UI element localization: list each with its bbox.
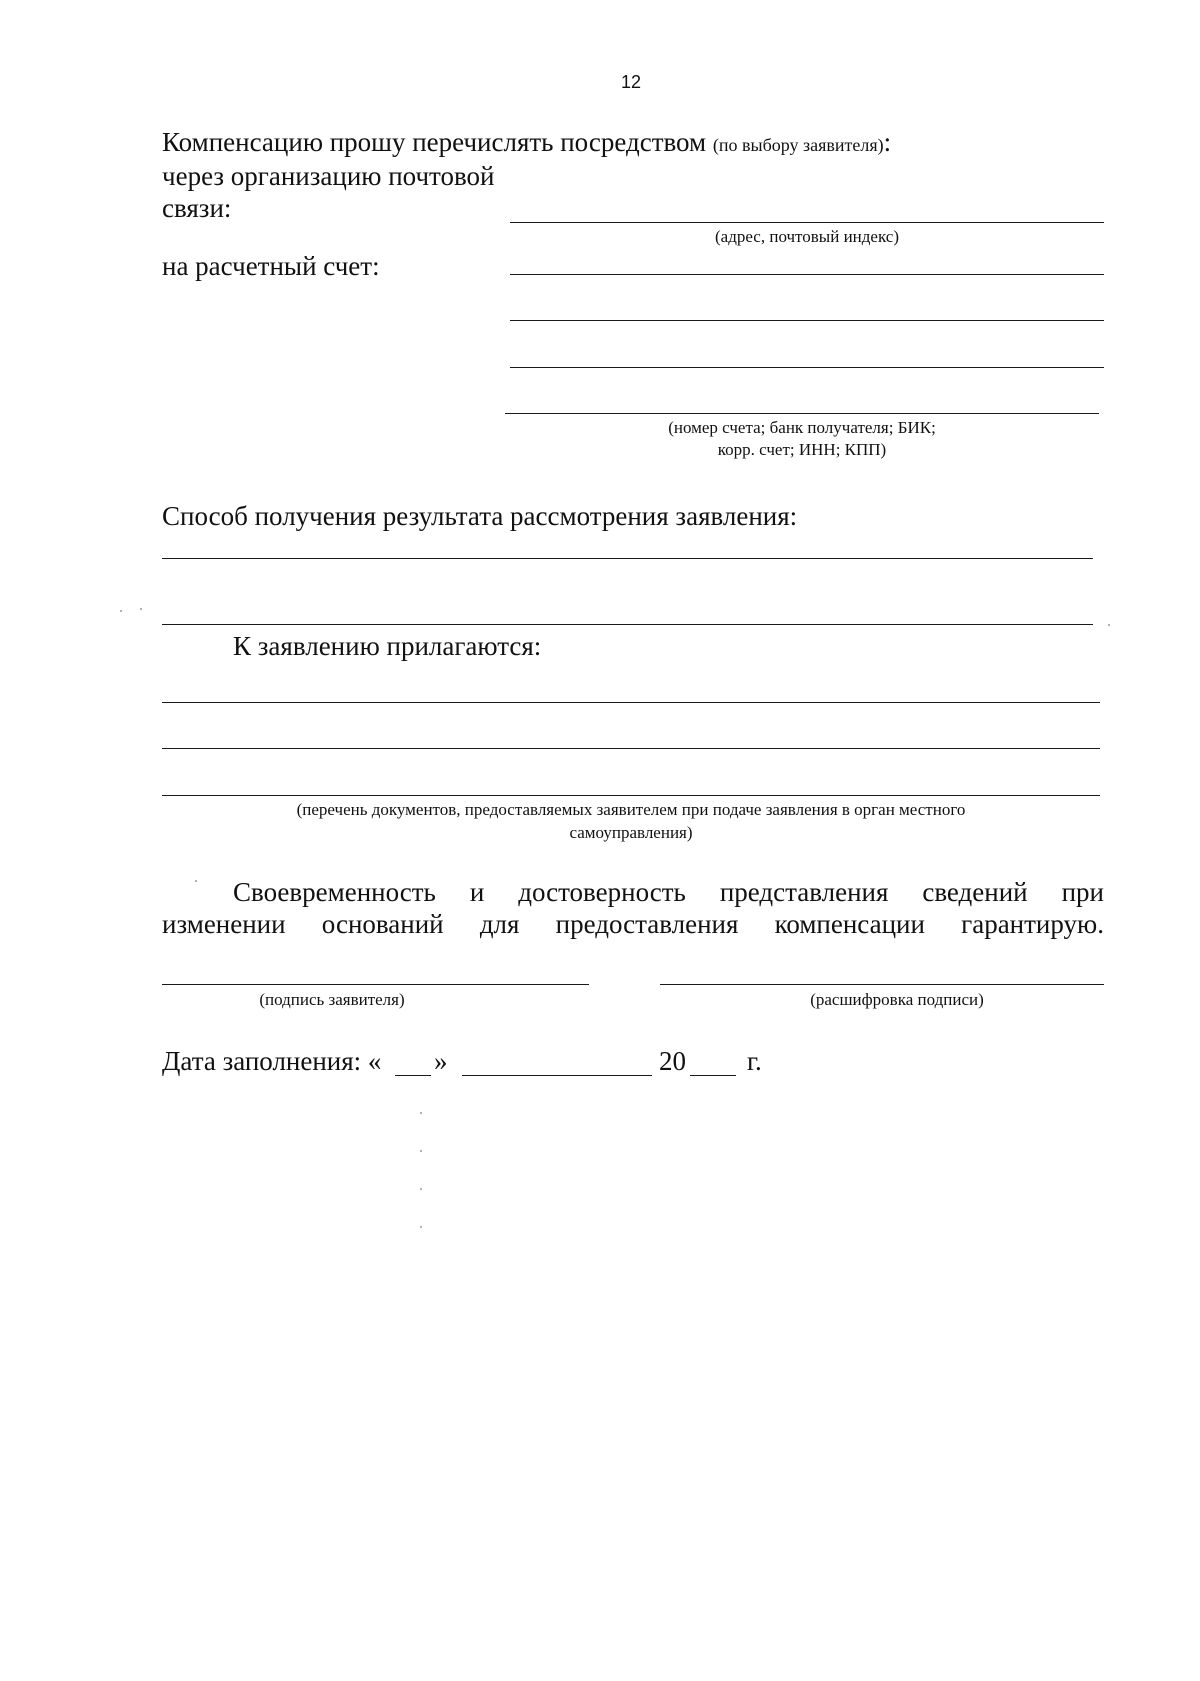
guarantee-word: для — [479, 909, 520, 939]
account-label: на расчетный счет: — [162, 251, 380, 281]
date-year-prefix: 20 — [659, 1046, 686, 1076]
compensation-lead — [162, 126, 891, 161]
guarantee-word: компенсации — [774, 909, 925, 939]
postal-label-line1: через организацию почтовой — [162, 161, 495, 191]
account-caption-line1: (номер счета; банк получателя; БИК; — [668, 418, 936, 437]
signature-caption: (подпись заявителя) — [259, 990, 405, 1009]
account-field-4[interactable] — [505, 413, 1099, 414]
guarantee-word: Своевременность — [233, 877, 436, 907]
attachments-field-2[interactable] — [162, 748, 1100, 749]
guarantee-word: изменении — [162, 909, 286, 939]
scan-speck — [420, 1112, 422, 1114]
scan-speck — [420, 1188, 422, 1190]
scan-speck — [195, 880, 197, 882]
scan-speck — [140, 608, 142, 610]
scan-speck — [420, 1150, 422, 1152]
date-year-field[interactable] — [690, 1075, 736, 1076]
attachments-caption-line2: самоуправления) — [569, 823, 693, 842]
signature-decoding-caption: (расшифровка подписи) — [810, 990, 984, 1009]
attachments-field-3[interactable] — [162, 795, 1100, 796]
guarantee-word: сведений — [922, 877, 1028, 907]
date-day-field[interactable] — [395, 1075, 431, 1076]
date-label: Дата заполнения: « — [162, 1046, 382, 1076]
guarantee-word: и — [469, 877, 485, 907]
result-method-field-1[interactable] — [162, 558, 1093, 559]
compensation-lead-colon: : — [883, 127, 892, 157]
guarantee-word: при — [1061, 877, 1104, 907]
attachments-label: К заявлению прилагаются: — [233, 631, 542, 661]
compensation-lead-note: (по выбору заявителя) — [712, 135, 884, 155]
attachments-caption-line1: (перечень документов, предоставляемых заявителем при подаче заявления в орган местного — [296, 800, 966, 819]
result-method-label: Способ получения результата рассмотрения заявления: — [162, 501, 798, 531]
account-field-1[interactable] — [510, 274, 1104, 275]
scan-speck — [1108, 624, 1110, 626]
page-number: 12 — [620, 72, 642, 92]
guarantee-word: оснований — [321, 909, 444, 939]
account-field-3[interactable] — [510, 367, 1104, 368]
scan-speck — [120, 610, 122, 612]
postal-address-field[interactable] — [510, 222, 1104, 223]
guarantee-line-2 — [162, 908, 1104, 940]
compensation-lead-text: Компенсацию прошу перечислять посредством — [162, 127, 707, 157]
guarantee-line-1 — [162, 876, 1104, 908]
guarantee-word: предоставления — [555, 909, 739, 939]
scan-speck — [420, 1226, 422, 1228]
date-close-quote: » — [434, 1046, 448, 1076]
signature-decoding-field[interactable] — [660, 984, 1104, 985]
postal-address-caption: (адрес, почтовый индекс) — [714, 227, 899, 246]
date-year-suffix: г. — [747, 1046, 762, 1076]
date-row — [162, 1045, 782, 1081]
guarantee-word: достоверность — [518, 877, 686, 907]
date-month-field[interactable] — [462, 1075, 652, 1076]
attachments-field-1[interactable] — [162, 702, 1100, 703]
postal-label-line2: связи: — [162, 193, 232, 223]
guarantee-word: гарантирую. — [961, 909, 1104, 939]
result-method-field-2[interactable] — [162, 624, 1093, 625]
guarantee-word: представления — [719, 877, 889, 907]
account-caption-line2: корр. счет; ИНН; КПП) — [717, 440, 887, 459]
signature-field[interactable] — [162, 984, 589, 985]
account-field-2[interactable] — [510, 320, 1104, 321]
